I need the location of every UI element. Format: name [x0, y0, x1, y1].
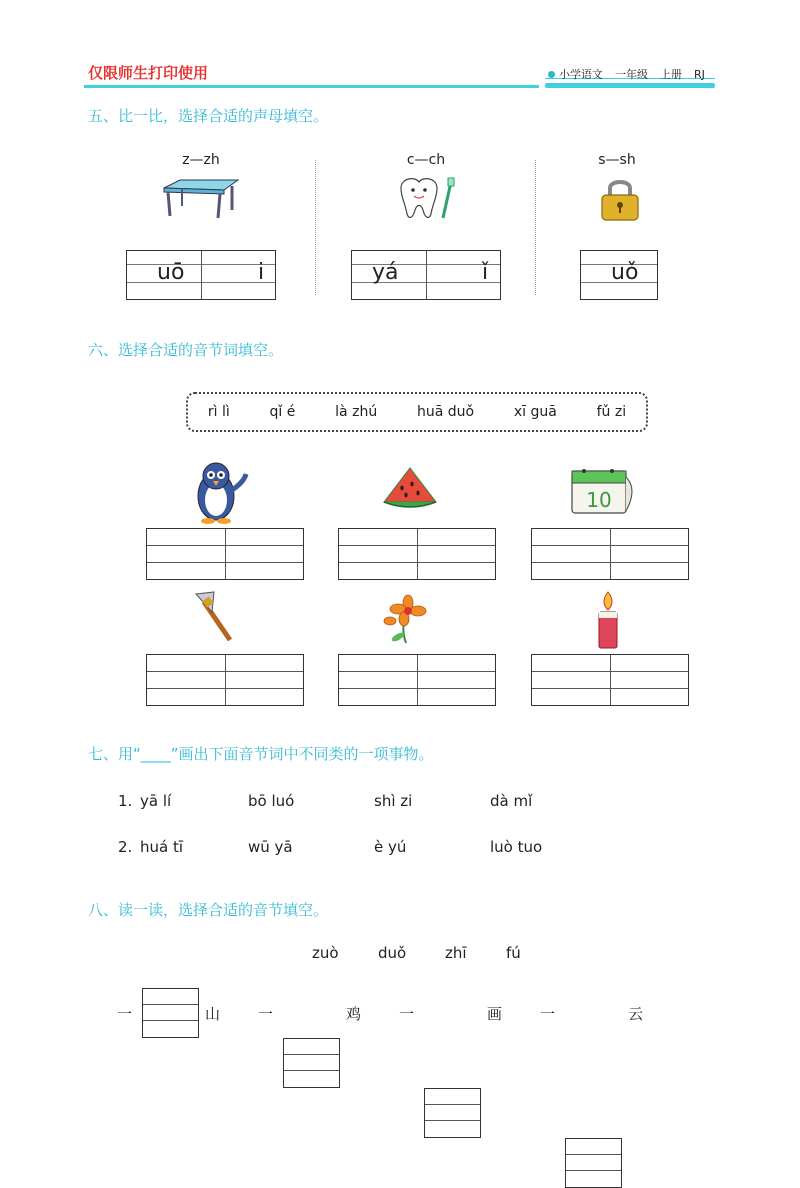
pinyin-word[interactable]: luò tuo	[490, 838, 543, 856]
header-rule-right	[545, 83, 715, 88]
candle-picture	[592, 590, 624, 652]
pinyin-word[interactable]: dà mǐ	[490, 792, 533, 810]
syllable-blank[interactable]	[283, 1038, 340, 1088]
answer-cell[interactable]	[339, 529, 417, 545]
word-bank-item: xī guā	[513, 404, 557, 420]
word-bank	[186, 392, 648, 432]
answer-cell[interactable]	[610, 529, 689, 545]
section8-title: 八、读一读，选择合适的音节填空。	[88, 901, 329, 919]
final-text: uō	[157, 260, 185, 285]
measure-prefix: 一	[540, 1005, 556, 1023]
answer-cell[interactable]	[225, 689, 304, 705]
answer-cell[interactable]	[225, 563, 304, 579]
syllable-blank[interactable]	[142, 988, 199, 1038]
edition-label: RJ	[694, 67, 705, 81]
final-text: i	[258, 260, 265, 285]
header-rule-left	[84, 85, 539, 88]
axe-picture	[190, 590, 238, 646]
answer-grid	[531, 654, 689, 706]
grade-label: 一年级	[615, 68, 648, 81]
answer-cell[interactable]	[532, 529, 610, 545]
final-text: ǐ	[482, 260, 489, 285]
answer-grid	[338, 654, 496, 706]
padlock-picture	[598, 176, 642, 222]
answer-cell[interactable]	[147, 672, 225, 688]
pinyin-word[interactable]: shì zi	[374, 792, 413, 810]
answer-cell[interactable]	[339, 546, 417, 562]
word-bank-item: huā duǒ	[416, 404, 475, 420]
answer-cell[interactable]	[610, 563, 689, 579]
answer-cell[interactable]	[225, 529, 304, 545]
syllable-choice: fú	[506, 944, 521, 962]
answer-cell[interactable]	[417, 529, 496, 545]
answer-grid	[338, 528, 496, 580]
answer-cell[interactable]	[610, 689, 689, 705]
pinyin-word[interactable]: wū yā	[248, 838, 293, 856]
print-notice: 仅限师生打印使用	[88, 64, 209, 82]
syllable-blank[interactable]	[424, 1088, 481, 1138]
book-info	[548, 66, 705, 82]
noun-suffix: 山	[205, 1005, 221, 1023]
answer-cell[interactable]	[610, 655, 689, 671]
answer-cell[interactable]	[339, 689, 417, 705]
answer-cell[interactable]	[147, 546, 225, 562]
pinyin-blank-box	[126, 250, 276, 300]
pair-label: c—ch	[406, 152, 446, 168]
answer-cell[interactable]	[225, 546, 304, 562]
answer-cell[interactable]	[532, 546, 610, 562]
pair-label: s—sh	[598, 152, 636, 168]
answer-cell[interactable]	[532, 563, 610, 579]
pinyin-word[interactable]: huá tī	[140, 838, 184, 856]
answer-cell[interactable]	[610, 672, 689, 688]
answer-cell[interactable]	[225, 655, 304, 671]
initial-blank[interactable]	[426, 251, 501, 299]
final-text: yá	[372, 260, 399, 285]
answer-cell[interactable]	[532, 672, 610, 688]
measure-prefix: 一	[258, 1005, 274, 1023]
subject-label: 小学语文	[559, 68, 603, 81]
syllable-choice: zhī	[445, 944, 467, 962]
answer-cell[interactable]	[417, 655, 496, 671]
word-bank-item: là zhú	[335, 404, 378, 420]
dotted-divider	[535, 160, 536, 295]
dotted-divider	[315, 160, 316, 295]
word-bank-item: rì lì	[207, 404, 230, 420]
syllable-blank[interactable]	[565, 1138, 622, 1188]
answer-cell[interactable]	[339, 672, 417, 688]
answer-cell[interactable]	[147, 689, 225, 705]
question-number: 1.	[118, 792, 133, 810]
pinyin-word[interactable]: è yú	[374, 838, 407, 856]
answer-cell[interactable]	[417, 563, 496, 579]
noun-suffix: 画	[487, 1005, 503, 1023]
answer-cell[interactable]	[610, 546, 689, 562]
answer-cell[interactable]	[532, 655, 610, 671]
penguin-picture	[186, 458, 252, 526]
tooth-picture	[393, 174, 459, 222]
answer-grid	[146, 654, 304, 706]
answer-cell[interactable]	[339, 563, 417, 579]
syllable-choice: duǒ	[378, 944, 407, 962]
answer-cell[interactable]	[417, 689, 496, 705]
flower-picture	[378, 593, 432, 645]
section6-title: 六、选择合适的音节词填空。	[88, 341, 284, 359]
measure-prefix: 一	[399, 1005, 415, 1023]
calendar-picture	[566, 463, 640, 517]
answer-grid	[531, 528, 689, 580]
bullet-icon	[548, 71, 555, 78]
volume-label: 上册	[660, 68, 682, 81]
noun-suffix: 鸡	[346, 1005, 362, 1023]
word-bank-item: qǐ é	[269, 404, 296, 420]
final-text: uǒ	[611, 260, 639, 285]
pair-label: z—zh	[182, 152, 220, 168]
question-number: 2.	[118, 838, 133, 856]
answer-cell[interactable]	[532, 689, 610, 705]
answer-cell[interactable]	[147, 563, 225, 579]
section5-title: 五、比一比，选择合适的声母填空。	[88, 107, 329, 125]
watermelon-picture	[380, 464, 440, 514]
pinyin-word[interactable]: bō luó	[248, 792, 295, 810]
answer-cell[interactable]	[339, 655, 417, 671]
section7-title: 七、用“____”画出下面音节词中不同类的一项事物。	[88, 745, 434, 763]
syllable-choice: zuò	[312, 944, 339, 962]
measure-prefix: 一	[117, 1005, 133, 1023]
answer-cell[interactable]	[147, 655, 225, 671]
answer-cell[interactable]	[147, 529, 225, 545]
noun-suffix: 云	[628, 1005, 644, 1023]
answer-cell[interactable]	[417, 546, 496, 562]
word-bank-item: fǔ zi	[596, 404, 627, 420]
pinyin-word[interactable]: yā lí	[140, 792, 172, 810]
answer-cell[interactable]	[417, 672, 496, 688]
table-picture	[158, 176, 240, 220]
svg-text:10: 10	[586, 488, 612, 512]
answer-grid	[146, 528, 304, 580]
answer-cell[interactable]	[225, 672, 304, 688]
